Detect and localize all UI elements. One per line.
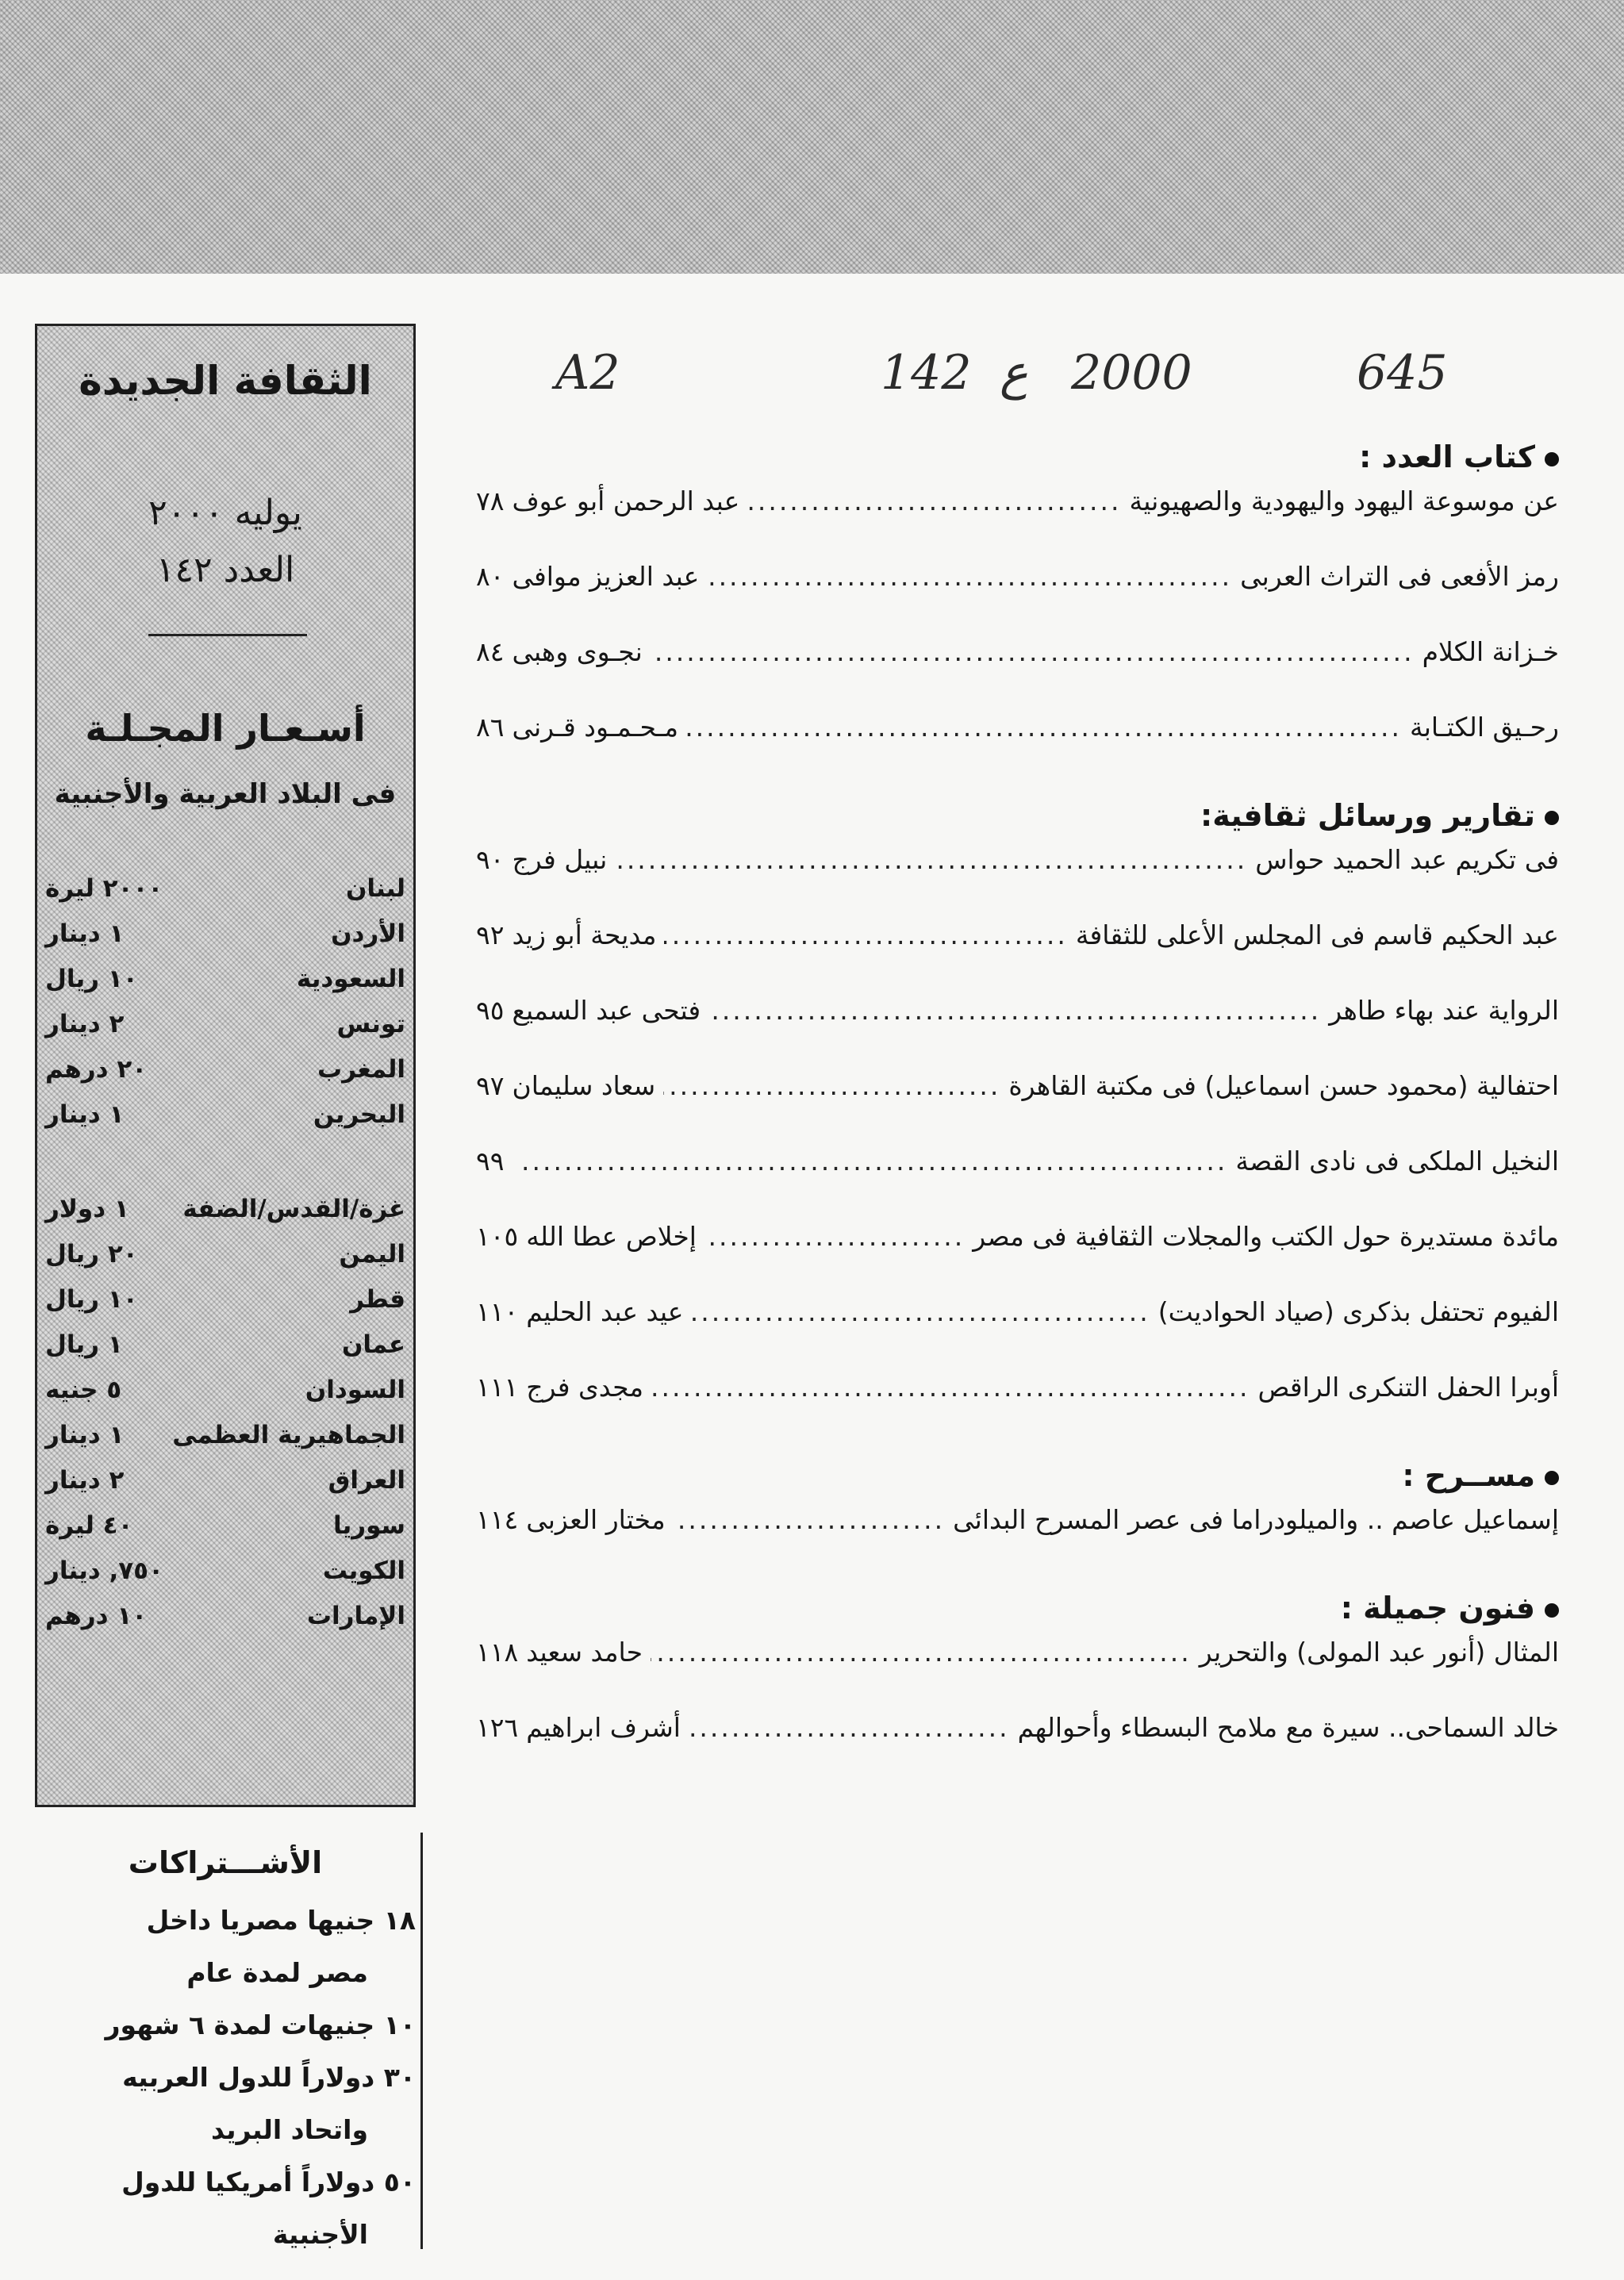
subscriptions-title: الأشـــتراكات (128, 1845, 323, 1880)
entry-title: مائدة مستديرة حول الكتب والمجلات الثقافية فى مصر (973, 1221, 1559, 1252)
entry-title: الرواية عند بهاء طاهر (1329, 995, 1559, 1026)
toc-entry (476, 1637, 1559, 1712)
toc-entry (476, 1372, 1559, 1447)
country-price: ٢٠ ريال (45, 1239, 138, 1269)
entry-author: مختار العزبى (526, 1504, 666, 1535)
entry-author: حامد سعيد (526, 1637, 643, 1668)
country-name: الأردن (331, 919, 405, 948)
subscription-line: الأجنبية (272, 2219, 368, 2250)
entry-page: ١١٠ (476, 1296, 519, 1327)
country-name: البحرين (313, 1100, 405, 1129)
price-row (45, 866, 405, 911)
handwritten-note-645: 645 (1357, 345, 1448, 401)
country-name: الكويت (322, 1556, 405, 1585)
price-row (45, 1046, 405, 1092)
price-row (45, 1001, 405, 1046)
section-heading-reports: تقارير ورسائل ثقافية: (476, 787, 1559, 844)
subscription-line: ١٨ جنيها مصريا داخل (146, 1905, 416, 1936)
table-of-contents (476, 428, 1559, 1787)
entry-title: النخيل الملكى فى نادى القصة (1235, 1146, 1559, 1176)
dot-leader (705, 1221, 965, 1252)
country-price: ١٠ ريال (45, 964, 138, 993)
country-price: ١ دولار (45, 1194, 129, 1223)
entry-page: ٨٤ (476, 636, 505, 667)
entry-page: ٩٩ (476, 1146, 505, 1176)
handwritten-note-2000: 2000 (1071, 345, 1192, 401)
entry-title: رمز الأفعى فى التراث العربى (1240, 561, 1559, 592)
entry-title: عن موسوعة اليهود واليهودية والصهيونية (1129, 486, 1559, 516)
country-price: ١ دينار (45, 1100, 125, 1129)
price-row (45, 1503, 405, 1548)
handwritten-note-142: 142 (881, 345, 972, 401)
price-group-gap (45, 1137, 405, 1186)
country-price: ٢ دينار (45, 1009, 125, 1038)
entry-title: أوبرا الحفل التنكرى الراقص (1257, 1372, 1559, 1403)
issue-date: يوليه ٢٠٠٠ (148, 493, 302, 533)
entry-title: فى تكريم عبد الحميد حواس (1255, 844, 1559, 875)
dot-leader (691, 1296, 1150, 1327)
entry-author: فتحى عبد السميع (512, 995, 701, 1026)
entry-author: عبد العزيز موافى (512, 561, 700, 592)
toc-entry (476, 561, 1559, 636)
section-heading-book: كتاب العدد : (476, 428, 1559, 486)
section-heading-theatre: مســرح : (476, 1447, 1559, 1504)
country-price: ٢ دينار (45, 1465, 125, 1495)
country-price: ٢٠٠٠ ليرة (45, 873, 163, 903)
price-list (45, 866, 405, 1638)
toc-entry (476, 1296, 1559, 1372)
entry-title: خالد السماحى.. سيرة مع ملامح البسطاء وأحوالهم (1017, 1712, 1559, 1743)
entry-page: ١١٨ (476, 1637, 519, 1668)
toc-entry (476, 995, 1559, 1070)
entry-page: ٩٧ (476, 1070, 505, 1101)
price-row (45, 1231, 405, 1276)
subscription-line: ٥٠ دولاراً أمريكيا للدول (121, 2167, 416, 2197)
price-row (45, 1367, 405, 1412)
dot-leader (747, 486, 1121, 516)
price-sidebar (35, 324, 416, 1807)
price-row (45, 956, 405, 1001)
country-price: ١٠ ريال (45, 1284, 138, 1314)
entry-author: عبد الرحمن أبو عوف (512, 486, 740, 516)
handwritten-note-ain: ع (1000, 345, 1028, 401)
handwritten-note-a2: A2 (555, 345, 620, 401)
sidebar-divider (148, 634, 307, 636)
subscriptions-divider (420, 1833, 423, 2249)
country-name: عمان (341, 1330, 405, 1359)
bullet-icon (1545, 811, 1559, 825)
entry-page: ٧٨ (476, 486, 505, 516)
dot-leader (708, 995, 1321, 1026)
country-name: سوريا (332, 1510, 405, 1540)
price-row (45, 1276, 405, 1322)
country-name: لبنان (345, 873, 405, 903)
entry-page: ٩٢ (476, 919, 505, 950)
magazine-title: الثقافة الجديدة (79, 358, 372, 404)
subscription-line: ١٠ جنيهات لمدة ٦ شهور (105, 2009, 416, 2040)
scanned-header-band (0, 0, 1624, 274)
country-name: العراق (328, 1465, 405, 1495)
entry-title: عبد الحكيم قاسم فى المجلس الأعلى للثقافة (1075, 919, 1559, 950)
toc-entry (476, 1070, 1559, 1146)
subscription-line: واتحاد البريد (211, 2114, 368, 2145)
entry-title: الفيوم تحتفل بذكرى (صياد الحواديت) (1158, 1296, 1559, 1327)
dot-leader (651, 1637, 1192, 1668)
entry-author: مجدى فرج (526, 1372, 644, 1403)
dot-leader (615, 844, 1247, 875)
dot-leader (663, 1070, 1000, 1101)
dot-leader (707, 561, 1232, 592)
country-price: ٥ جنيه (45, 1375, 122, 1404)
country-name: السعودية (296, 964, 405, 993)
entry-page: ٨٦ (476, 712, 505, 743)
toc-entry (476, 1221, 1559, 1296)
price-row (45, 1593, 405, 1638)
entry-page: ٩٠ (476, 844, 505, 875)
country-name: اليمن (339, 1239, 405, 1269)
issue-number: العدد ١٤٢ (155, 550, 295, 590)
subscriptions-box (35, 1831, 416, 2261)
section-heading-fine-arts: فنون جميلة : (476, 1579, 1559, 1637)
entry-title: إسماعيل عاصم .. والميلودراما فى عصر المسرح البدائى (953, 1504, 1559, 1535)
dot-leader (664, 919, 1067, 950)
dot-leader (651, 1372, 1250, 1403)
toc-entry (476, 919, 1559, 995)
toc-entry (476, 636, 1559, 712)
price-row (45, 1457, 405, 1503)
bullet-icon (1545, 1603, 1559, 1618)
country-name: المغرب (317, 1054, 405, 1084)
dot-leader (674, 1504, 946, 1535)
price-row (45, 1412, 405, 1457)
country-price: ١ ريال (45, 1330, 123, 1359)
country-name: الإمارات (306, 1601, 405, 1630)
entry-page: ٩٥ (476, 995, 505, 1026)
entry-title: المثال (أنور عبد المولى) والتحرير (1199, 1637, 1559, 1668)
country-price: ٧٥٠, دينار (45, 1556, 164, 1585)
entry-author: سعاد سليمان (512, 1070, 656, 1101)
country-name: قطر (350, 1284, 405, 1314)
country-price: ٤٠ ليرة (45, 1510, 133, 1540)
entry-author: مـحـمـود قـرنى (512, 712, 679, 743)
country-name: الجماهيرية العظمى (172, 1420, 405, 1449)
country-name: السودان (305, 1375, 405, 1404)
entry-author: إخلاص عطا الله (526, 1221, 697, 1252)
price-row (45, 1092, 405, 1137)
country-name: تونس (336, 1009, 405, 1038)
toc-entry (476, 712, 1559, 787)
price-row (45, 911, 405, 956)
entry-page: ١٠٥ (476, 1221, 519, 1252)
entry-title: رحـيق الكتـابة (1410, 712, 1559, 743)
bullet-icon (1545, 452, 1559, 466)
country-price: ٢٠ درهم (45, 1054, 148, 1084)
dot-leader (520, 1146, 1227, 1176)
entry-page: ٨٠ (476, 561, 505, 592)
subscription-line: ٣٠ دولاراً للدول العربيه (122, 2062, 416, 2093)
price-row (45, 1548, 405, 1593)
prices-subtitle: فى البلاد العربية والأجنبية (54, 778, 397, 810)
toc-entry (476, 1504, 1559, 1579)
entry-page: ١٢٦ (476, 1712, 519, 1743)
country-price: ١ دينار (45, 1420, 125, 1449)
entry-author: نجـوى وهبى (512, 636, 643, 667)
entry-author: أشرف ابراهيم (526, 1712, 681, 1743)
entry-title: خـزانة الكلام (1422, 636, 1559, 667)
toc-entry (476, 844, 1559, 919)
country-price: ١٠ درهم (45, 1601, 148, 1630)
entry-page: ١١١ (476, 1372, 519, 1403)
dot-leader (689, 1712, 1010, 1743)
prices-title: أسـعـار المجـلـة (85, 707, 366, 750)
price-row (45, 1186, 405, 1231)
entry-author: مديحة أبو زيد (512, 919, 657, 950)
subscription-line: مصر لمدة عام (186, 1957, 368, 1988)
toc-entry (476, 1712, 1559, 1787)
price-row (45, 1322, 405, 1367)
country-name: غزة/القدس/الضفة (182, 1194, 405, 1223)
toc-entry (476, 486, 1559, 561)
toc-entry (476, 1146, 1559, 1221)
dot-leader (651, 636, 1415, 667)
bullet-icon (1545, 1471, 1559, 1485)
entry-title: احتفالية (محمود حسن اسماعيل) فى مكتبة القاهرة (1008, 1070, 1559, 1101)
country-price: ١ دينار (45, 919, 125, 948)
dot-leader (686, 712, 1402, 743)
entry-author: عيد عبد الحليم (526, 1296, 684, 1327)
entry-page: ١١٤ (476, 1504, 519, 1535)
entry-author: نبيل فرج (512, 844, 608, 875)
